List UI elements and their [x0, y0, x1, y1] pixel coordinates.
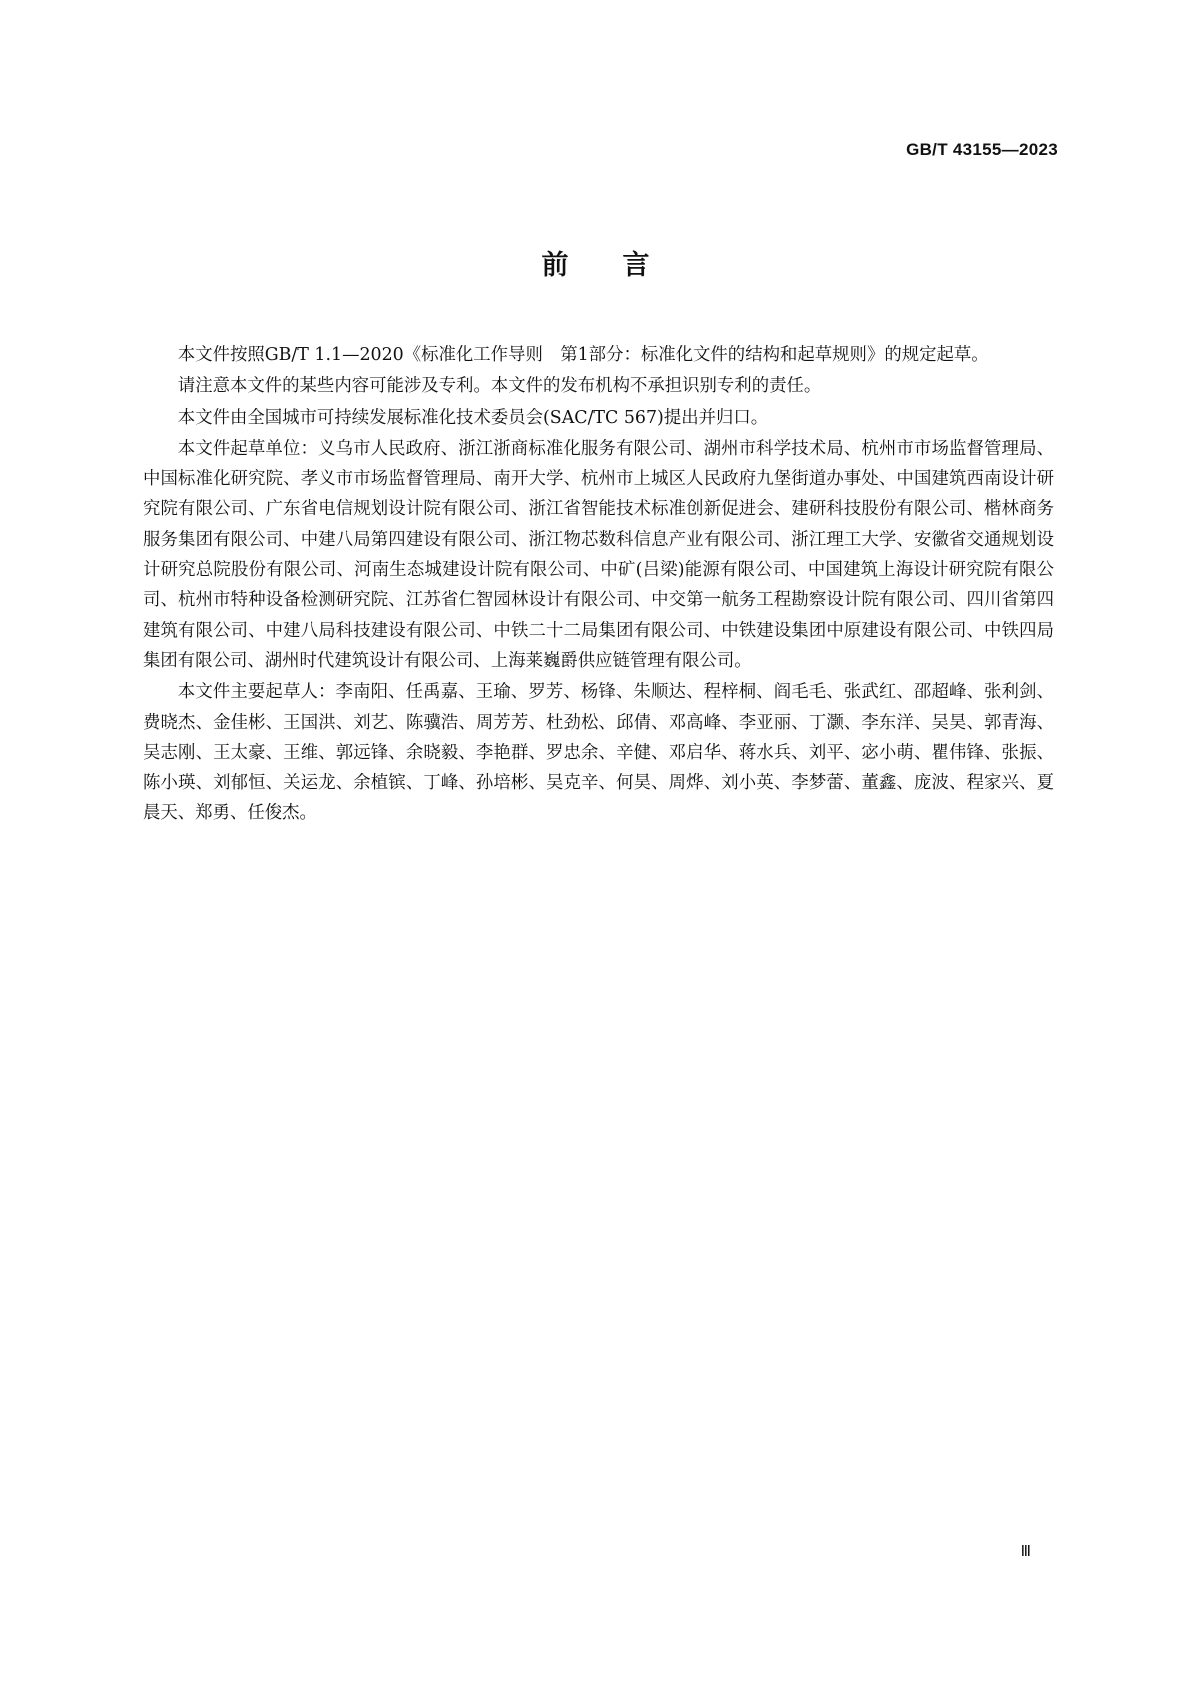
standard-number: GB/T 43155—2023 — [906, 140, 1058, 159]
paragraph-proposer: 本文件由全国城市可持续发展标准化技术委员会(SAC/TC 567)提出并归口。 — [177, 407, 769, 428]
paragraph-drafting-rules: 本文件按照GB/T 1.1—2020《标准化工作导则 第1部分：标准化文件的结构和起草规则》的规定起草。 — [177, 345, 989, 365]
paragraph-drafting-units: 本文件起草单位：义乌市人民政府、浙江浙商标准化服务有限公司、湖州市科学技术局、杭州市市场监督管理局、中国标准化研究院、孝义市市场监督管理局、南开大学、杭州市上城区人民政府九堡街道办事处、中国建筑西南设计研究院有限公司、广东省电信规划设计院有限公司、浙江省智能技术标准创新促进会、建研科技股份有限公司、楷林商务服务集团有限公司、中建八局第四建设有限公司、浙江物芯数科信息产业有限公司、浙江理工大学、安徽省交通规划设计研究总院股份有限公司、河南生态城建设计院有限公司、中矿(吕梁)能源有限公司、中国建筑上海设计研究院有限公司、杭州市特种设备检测研究院、江苏省仁智园林设计有限公司、中交第一航务工程勘察设计院有限公司、四川省第四建筑有限公司、中建八局科技建设有限公司、中铁二十二局集团有限公司、中铁建设集团中原建设有限公司、中铁四局集团有限公司、湖州时代建筑设计有限公司、上海莱巍爵供应链管理有限公司。 — [143, 438, 1054, 671]
page-title — [0, 243, 1191, 282]
paragraph-patent-notice: 请注意本文件的某些内容可能涉及专利。本文件的发布机构不承担识别专利的责任。 — [177, 376, 822, 397]
title-char-1: 前 — [541, 250, 569, 281]
paragraph-drafters: 本文件主要起草人：李南阳、任禹嘉、王瑜、罗芳、杨锋、朱顺达、程梓桐、阎毛毛、张武红、邵超峰、张利剑、费晓杰、金佳彬、王国洪、刘艺、陈骥浩、周芳芳、杜劲松、邱倩、邓高峰、李亚丽、丁灏、李东洋、吴昊、郭青海、吴志刚、王太豪、王维、郭远锋、余晓毅、李艳群、罗忠余、辛健、邓启华、蒋水兵、刘平、宓小萌、瞿伟锋、张振、陈小瑛、刘郁恒、关运龙、余植镔、丁峰、孙培彬、吴克辛、何昊、周烨、刘小英、李梦蕾、董鑫、庞波、程家兴、夏晨天、郑勇、任俊杰。 — [143, 682, 1054, 824]
foreword-body — [143, 340, 1054, 829]
page-number: Ⅲ — [1020, 1544, 1031, 1560]
title-char-2: 言 — [622, 250, 650, 281]
